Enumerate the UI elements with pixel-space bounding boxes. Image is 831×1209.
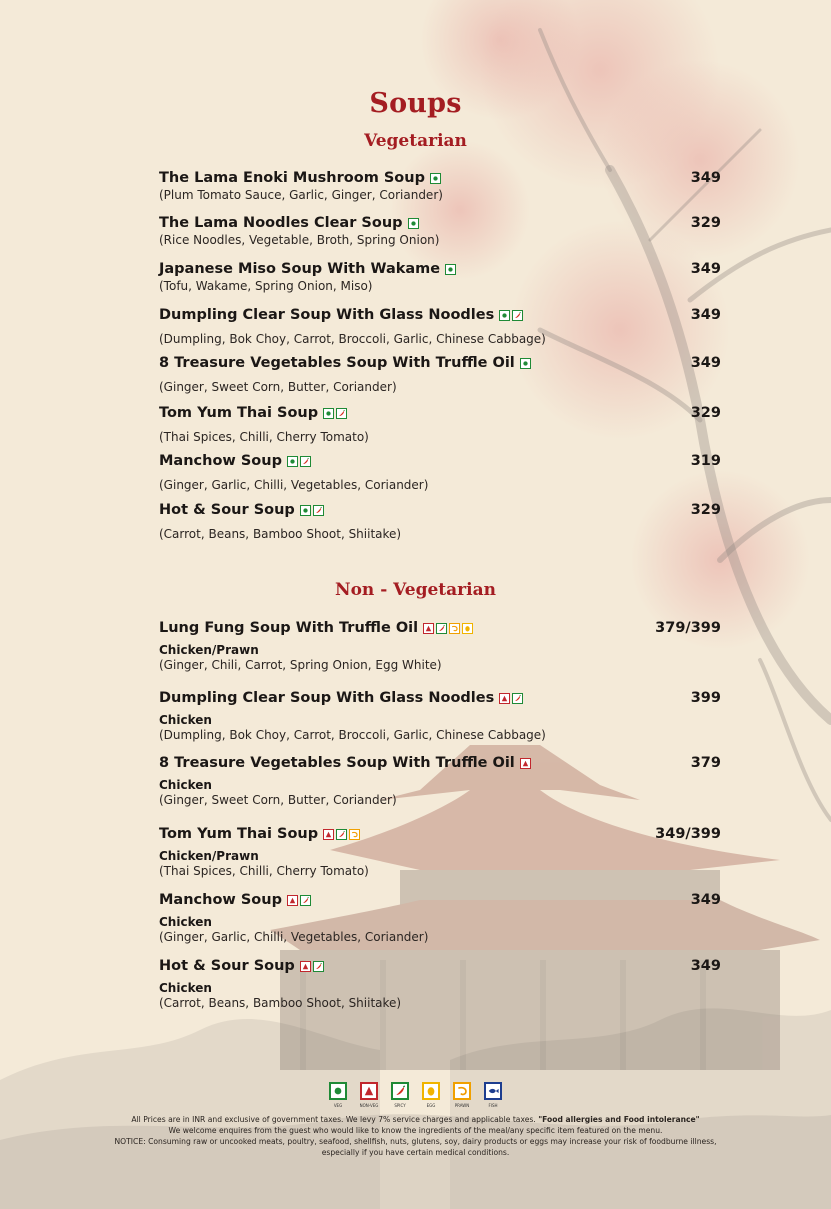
- item-name-row: [159, 306, 721, 324]
- section-heading-vegetarian: Vegetarian: [364, 131, 467, 151]
- item-price: 349: [690, 170, 721, 186]
- item-diet-icons: [445, 264, 456, 275]
- item-name-row: [159, 501, 721, 519]
- item-name-row: [159, 891, 721, 909]
- item-price: 349: [690, 892, 721, 908]
- item-variant: Chicken/Prawn: [159, 643, 259, 657]
- footer-line-3: NOTICE: Consuming raw or uncooked meats, poultry, seafood, shellfish, nuts, glutens, soy, dairy products or eggs may increase your risk of foodburne illness,: [114, 1137, 717, 1146]
- spicy-icon: [336, 829, 347, 840]
- item-name: Hot & Sour Soup: [159, 502, 295, 518]
- item-description: (Ginger, Chili, Carrot, Spring Onion, Egg White): [159, 658, 442, 672]
- item-price: 379/399: [655, 620, 721, 636]
- item-price: 329: [690, 502, 721, 518]
- legend-label: VEG: [333, 1103, 343, 1108]
- item-variant: Chicken: [159, 915, 212, 929]
- spicy-icon: [512, 693, 523, 704]
- legend-label: FISH: [488, 1103, 498, 1108]
- item-diet-icons: [408, 218, 419, 229]
- non-veg-icon: [287, 895, 298, 906]
- item-diet-icons: [323, 408, 347, 419]
- item-description: (Tofu, Wakame, Spring Onion, Miso): [159, 279, 373, 293]
- item-name: Hot & Sour Soup: [159, 958, 295, 974]
- item-name: Tom Yum Thai Soup: [159, 826, 319, 842]
- menu-item: [159, 214, 721, 248]
- legend-label: SPICY: [394, 1103, 406, 1108]
- item-name: Tom Yum Thai Soup: [159, 405, 319, 421]
- prawn-icon: [449, 623, 460, 634]
- footer-line-1: All Prices are in INR and exclusive of government taxes. We levy 7% service charges and applicable taxes.: [131, 1115, 536, 1124]
- egg-icon: [422, 1082, 440, 1100]
- legend-item: [422, 1082, 441, 1108]
- footer-allergy-note: "Food allergies and Food intolerance": [538, 1115, 700, 1124]
- footer-notice: [0, 1114, 831, 1158]
- legend-item: [391, 1082, 410, 1108]
- spicy-icon: [300, 895, 311, 906]
- item-description: (Dumpling, Bok Choy, Carrot, Broccoli, Garlic, Chinese Cabbage): [159, 728, 546, 742]
- item-diet-icons: [323, 829, 360, 840]
- item-name-row: [159, 404, 721, 422]
- item-price: 399: [690, 690, 721, 706]
- menu-item: [159, 957, 721, 1011]
- item-price: 349: [690, 261, 721, 277]
- item-diet-icons: [520, 758, 531, 769]
- veg-icon: [329, 1082, 347, 1100]
- non-veg-icon: [300, 961, 311, 972]
- item-description: (Ginger, Sweet Corn, Butter, Coriander): [159, 380, 397, 394]
- item-description: (Thai Spices, Chilli, Cherry Tomato): [159, 864, 369, 878]
- veg-icon: [300, 505, 311, 516]
- item-name: Manchow Soup: [159, 453, 282, 469]
- item-variant: Chicken/Prawn: [159, 849, 259, 863]
- item-name: Japanese Miso Soup With Wakame: [159, 261, 441, 277]
- menu-item: [159, 169, 721, 203]
- item-name: Manchow Soup: [159, 892, 282, 908]
- legend-item: [329, 1082, 348, 1108]
- item-name: 8 Treasure Vegetables Soup With Truffle Oil: [159, 755, 515, 771]
- item-name: 8 Treasure Vegetables Soup With Truffle Oil: [159, 355, 515, 371]
- menu-item: [159, 619, 721, 673]
- spicy-icon: [391, 1082, 409, 1100]
- item-name-row: [159, 957, 721, 975]
- item-name-row: [159, 825, 721, 843]
- veg-icon: [520, 358, 531, 369]
- item-name: The Lama Enoki Mushroom Soup: [159, 170, 425, 186]
- item-name: Dumpling Clear Soup With Glass Noodles: [159, 307, 495, 323]
- item-name: The Lama Noodles Clear Soup: [159, 215, 403, 231]
- item-diet-icons: [520, 358, 531, 369]
- prawn-icon: [453, 1082, 471, 1100]
- item-description: (Ginger, Garlic, Chilli, Vegetables, Coriander): [159, 930, 429, 944]
- legend-item: [360, 1082, 379, 1108]
- non-veg-icon: [520, 758, 531, 769]
- item-price: 329: [690, 405, 721, 421]
- veg-icon: [408, 218, 419, 229]
- menu-item: [159, 354, 721, 395]
- item-name-row: [159, 354, 721, 372]
- egg-icon: [462, 623, 473, 634]
- item-description: (Rice Noodles, Vegetable, Broth, Spring Onion): [159, 233, 440, 247]
- menu-item: [159, 404, 721, 445]
- item-name-row: [159, 754, 721, 772]
- footer-line-4: especially if you have certain medical conditions.: [321, 1148, 510, 1157]
- menu-item: [159, 260, 721, 294]
- item-price: 349: [690, 307, 721, 323]
- item-price: 319: [690, 453, 721, 469]
- menu-item: [159, 825, 721, 879]
- item-price: 349: [690, 958, 721, 974]
- dietary-legend: [0, 1082, 831, 1108]
- spicy-icon: [300, 456, 311, 467]
- item-name-row: [159, 214, 721, 232]
- fish-icon: [484, 1082, 502, 1100]
- spicy-icon: [512, 310, 523, 321]
- menu-item: [159, 452, 721, 493]
- item-diet-icons: [287, 895, 311, 906]
- item-price: 349/399: [655, 826, 721, 842]
- non-veg-icon: [423, 623, 434, 634]
- item-name-row: [159, 169, 721, 187]
- item-diet-icons: [499, 693, 523, 704]
- item-description: (Dumpling, Bok Choy, Carrot, Broccoli, Garlic, Chinese Cabbage): [159, 332, 546, 346]
- item-description: (Carrot, Beans, Bamboo Shoot, Shiitake): [159, 996, 402, 1010]
- item-name-row: [159, 689, 721, 707]
- non-veg-icon: [499, 693, 510, 704]
- item-name: Dumpling Clear Soup With Glass Noodles: [159, 690, 495, 706]
- spicy-icon: [313, 961, 324, 972]
- item-name-row: [159, 452, 721, 470]
- item-variant: Chicken: [159, 981, 212, 995]
- item-variant: Chicken: [159, 778, 212, 792]
- item-diet-icons: [287, 456, 311, 467]
- non-veg-icon: [323, 829, 334, 840]
- veg-icon: [445, 264, 456, 275]
- legend-item: [484, 1082, 503, 1108]
- item-diet-icons: [423, 623, 473, 634]
- non-veg-icon: [360, 1082, 378, 1100]
- section-heading-non-vegetarian: Non - Vegetarian: [335, 580, 496, 600]
- item-description: (Plum Tomato Sauce, Garlic, Ginger, Coriander): [159, 188, 443, 202]
- item-variant: Chicken: [159, 713, 212, 727]
- menu-item: [159, 891, 721, 945]
- item-name: Lung Fung Soup With Truffle Oil: [159, 620, 419, 636]
- legend-item: [453, 1082, 472, 1108]
- item-price: 379: [690, 755, 721, 771]
- item-description: (Ginger, Sweet Corn, Butter, Coriander): [159, 793, 397, 807]
- item-diet-icons: [300, 961, 324, 972]
- item-description: (Thai Spices, Chilli, Cherry Tomato): [159, 430, 369, 444]
- item-price: 349: [690, 355, 721, 371]
- veg-icon: [430, 173, 441, 184]
- item-diet-icons: [300, 505, 324, 516]
- veg-icon: [323, 408, 334, 419]
- item-name-row: [159, 619, 721, 637]
- menu-item: [159, 306, 721, 347]
- item-diet-icons: [499, 310, 523, 321]
- item-description: (Carrot, Beans, Bamboo Shoot, Shiitake): [159, 527, 402, 541]
- item-description: (Ginger, Garlic, Chilli, Vegetables, Coriander): [159, 478, 429, 492]
- menu-item: [159, 754, 721, 808]
- item-price: 329: [690, 215, 721, 231]
- spicy-icon: [336, 408, 347, 419]
- footer-line-2: We welcome enquires from the guest who would like to know the ingredients of the meal/any specific item featured on the menu.: [168, 1126, 663, 1135]
- item-diet-icons: [430, 173, 441, 184]
- item-name-row: [159, 260, 721, 278]
- prawn-icon: [349, 829, 360, 840]
- legend-label: NON-VEG: [359, 1103, 379, 1108]
- menu-item: [159, 689, 721, 743]
- legend-label: EGG: [426, 1103, 436, 1108]
- veg-icon: [499, 310, 510, 321]
- legend-label: PRAWN: [454, 1103, 470, 1108]
- spicy-icon: [436, 623, 447, 634]
- menu-item: [159, 501, 721, 542]
- veg-icon: [287, 456, 298, 467]
- page-title: Soups: [369, 88, 462, 119]
- spicy-icon: [313, 505, 324, 516]
